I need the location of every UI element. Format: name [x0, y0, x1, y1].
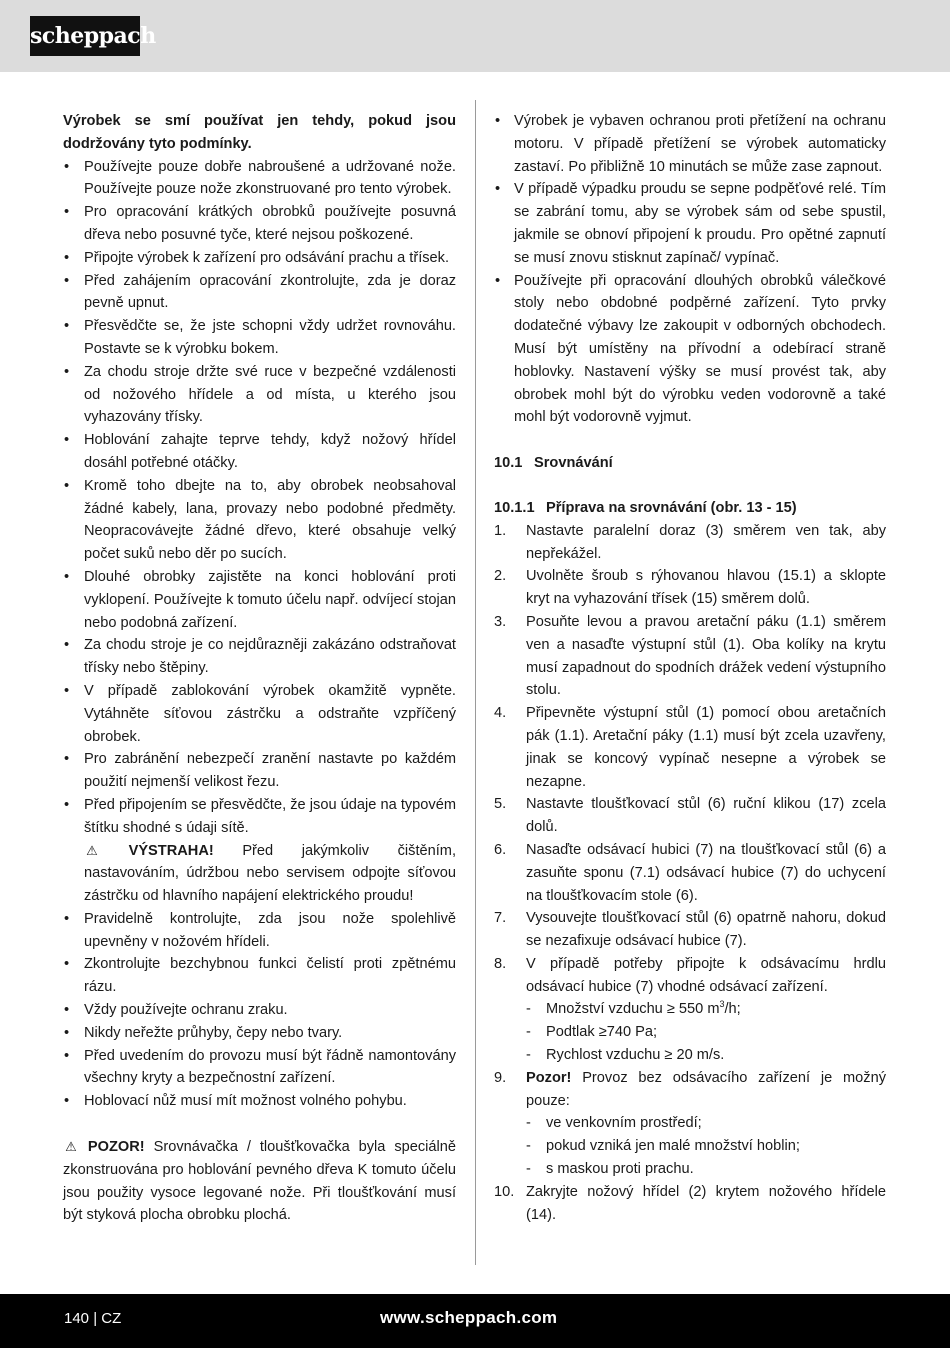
left-column — [63, 110, 456, 1227]
subsection-title: Příprava na srovnávání (obr. 13 - 15) — [546, 499, 797, 516]
list-item: • Přesvědčte se, že jste schopni vždy udržet rovnováhu. Postavte se k výrobku bokem. — [63, 315, 456, 361]
conditions-list — [526, 1112, 886, 1180]
step-text: Zakryjte nožový hřídel (2) krytem nožového hřídele (14). — [526, 1183, 886, 1223]
airflow-text: Množství vzduchu ≥ 550 m — [546, 1001, 720, 1018]
step-item — [494, 953, 886, 1067]
list-item: - s maskou proti prachu. — [526, 1158, 886, 1181]
step-item — [494, 1067, 886, 1181]
step-text: Posuňte levou a pravou aretační páku (1.1) směrem ven a nasaďte výstupní stůl (1). Oba kolíky na krytu musí zapadnout do spodních drážek vedení výstupního stolu. — [526, 613, 886, 699]
step-item — [494, 793, 886, 839]
intro-text: Výrobek se smí používat jen tehdy, pokud jsou dodržovány tyto podmínky. — [63, 113, 456, 152]
step-text: Uvolněte šroub s rýhovanou hlavou (15.1) a sklopte kryt na vyhazování třísek (15) směrem dolů. — [526, 568, 886, 608]
list-item: - Podtlak ≥740 Pa; — [526, 1021, 886, 1044]
list-item: • Výrobek je vybaven ochranou proti přetížení na ochranu motoru. V případě přetížení se výrobek automaticky zastaví. Po přibližně 10 minutách se může zase zapnout. — [494, 110, 886, 178]
step-text: V případě potřeby připojte k odsávacímu hrdlu odsávací hubice (7) vhodné odsávací zařízení. — [526, 955, 886, 995]
warning-icon: ⚠ — [65, 1139, 77, 1155]
step-text: Nastavte tloušťkovací stůl (6) ruční klikou (17) zcela dolů. — [526, 796, 886, 836]
step-number: 7. — [494, 910, 507, 927]
list-item: • Dlouhé obrobky zajistěte na konci hoblování proti vyklopení. Používejte k tomuto účelu např. odvíjecí stojan nebo podobná zařízení. — [63, 566, 456, 634]
list-item: • Hoblování zahajte teprve tehdy, když nožový hřídel dosáhl potřebné otáčky. — [63, 429, 456, 475]
warning-text: Před jakýmkoliv čištěním, nastavováním, údržbou nebo servisem odpojte síťovou zástrčku od hlavního napájení elektrického proudu! — [84, 842, 456, 905]
step-number: 10. — [494, 1183, 515, 1200]
info-list — [494, 110, 886, 429]
section-heading — [494, 452, 886, 475]
list-item: • Pro opracování krátkých obrobků používejte posuvná dřeva nebo posuvné tyče, které nejsou poškozené. — [63, 201, 456, 247]
list-item — [63, 794, 456, 908]
airflow-exponent: 3 — [719, 999, 725, 1010]
list-item: • Používejte při opracování dlouhých obrobků válečkové stoly nebo obdobné podpěrné zařízení. Tyto prvky dodatečné výbavy lze zakoupit v odborných obchodech. Musí být umístěny na přívodní a odebírací straně hoblovky. Nastavení výšky se musí provést tak, aby obrobek mohl být do výrobku veden vodorovně a také mohl být vodorovně vyjmut. — [494, 270, 886, 430]
step-text: Provoz bez odsávacího zařízení je možný pouze: — [526, 1069, 886, 1109]
list-item: • Pro zabránění nebezpečí zranění nastavte po každém použití nejmenší velikost řezu. — [63, 748, 456, 794]
step-number: 3. — [494, 613, 507, 630]
steps-list — [494, 520, 886, 1227]
airflow-unit: /h; — [724, 1001, 741, 1018]
list-item: • Za chodu stroje držte své ruce v bezpečné vzdálenosti od nožového hřídele a od místa, u kterého jsou vyhazovány třísky. — [63, 361, 456, 429]
step-item — [494, 839, 886, 907]
section-number: 10.1 — [494, 455, 523, 472]
page-number: 140 | CZ — [64, 1310, 122, 1327]
caution-label: Pozor! — [526, 1069, 572, 1086]
list-item: • Hoblovací nůž musí mít možnost volného pohybu. — [63, 1090, 456, 1113]
list-item: • Kromě toho dbejte na to, aby obrobek neobsahoval žádné kabely, lana, provazy nebo podobné předměty. Neopracovávejte žádné dřevo, které obsahuje velký počet suků nebo děr po sucích. — [63, 475, 456, 566]
step-number: 9. — [494, 1069, 507, 1086]
right-column — [494, 110, 886, 1226]
list-item: • V případě výpadku proudu se sepne podpěťové relé. Tím se zabrání tomu, aby se výrobek sám od sebe spustil, jakmile se obnoví připojení k proudu. Pro opětné zapnutí se musí znovu stisknut zapínač/ vypínač. — [494, 178, 886, 269]
step-text: Vysouvejte tloušťkovací stůl (6) opatrně nahoru, dokud se nezafixuje odsávací hubice (7). — [526, 910, 886, 950]
step-number: 8. — [494, 955, 507, 972]
caution-text: Srovnávačka / tloušťkovačka byla speciálně zkonstruována pro hoblování pevného dřeva K tomuto účelu jsou použity vysoce legované nože. Při tloušťkování musí být styková plocha obrobku plochá. — [63, 1139, 456, 1224]
list-item: - Rychlost vzduchu ≥ 20 m/s. — [526, 1044, 886, 1067]
website-link[interactable]: www.scheppach.com — [380, 1308, 558, 1327]
column-divider — [475, 100, 476, 1265]
warning-label: VÝSTRAHA! — [128, 842, 214, 859]
step-item — [494, 565, 886, 611]
list-item: • Před uvedením do provozu musí být řádně namontovány všechny kryty a bezpečnostní zařízení. — [63, 1045, 456, 1091]
list-item: • Za chodu stroje je co nejdůrazněji zakázáno odstraňovat třísky nebo štěpiny. — [63, 634, 456, 680]
step-number: 1. — [494, 522, 507, 539]
caution-label: POZOR! — [87, 1139, 145, 1156]
warning-icon: ⚠ — [86, 842, 98, 858]
list-item: - ve venkovním prostředí; — [526, 1112, 886, 1135]
requirements-list — [526, 998, 886, 1066]
list-item: • Vždy používejte ochranu zraku. — [63, 999, 456, 1022]
step-number: 2. — [494, 568, 507, 585]
brand-logo: scheppach — [30, 16, 140, 56]
page-header — [0, 0, 950, 72]
list-item-text: Před připojením se přesvědčte, že jsou údaje na typovém štítku shodné s údaji sítě. — [84, 796, 456, 836]
list-item — [526, 998, 886, 1021]
step-item — [494, 1181, 886, 1227]
step-number: 6. — [494, 841, 507, 858]
step-item — [494, 907, 886, 953]
list-item: • Používejte pouze dobře nabroušené a udržované nože. Používejte pouze nože zkonstruované pro tento výrobek. — [63, 156, 456, 202]
step-text: Nastavte paralelní doraz (3) směrem ven tak, aby nepřekážel. — [526, 522, 886, 562]
list-item: • V případě zablokování výrobek okamžitě vypněte. Vytáhněte síťovou zástrčku a odstraňte vzpříčený obrobek. — [63, 680, 456, 748]
step-number: 5. — [494, 796, 507, 813]
list-item: • Pravidelně kontrolujte, zda jsou nože spolehlivě upevněny v nožovém hřídeli. — [63, 908, 456, 954]
list-item: • Nikdy neřežte průhyby, čepy nebo tvary. — [63, 1022, 456, 1045]
subsection-heading — [494, 497, 886, 520]
step-item — [494, 520, 886, 566]
safety-list — [63, 156, 456, 1113]
step-text: Nasaďte odsávací hubici (7) na tloušťkovací stůl (6) a zasuňte sponu (7.1) odsávací hubice (7) do uchycení na tloušťkovacím stole (6). — [526, 841, 886, 904]
list-item: • Připojte výrobek k zařízení pro odsávání prachu a třísek. — [63, 247, 456, 270]
step-item — [494, 702, 886, 793]
step-number: 4. — [494, 705, 507, 722]
list-item: • Zkontrolujte bezchybnou funkci čelistí proti zpětnému rázu. — [63, 953, 456, 999]
section-title: Srovnávání — [534, 455, 613, 472]
subsection-number: 10.1.1 — [494, 499, 535, 516]
step-item — [494, 611, 886, 702]
page-footer — [0, 1294, 950, 1348]
list-item: • Před zahájením opracování zkontrolujte, zda je doraz pevně upnut. — [63, 270, 456, 316]
step-text: Připevněte výstupní stůl (1) pomocí obou aretačních pák (1.1). Aretační páky (1.1) musí být zcela uzavřeny, jinak se koncový vypínač nesepne a výrobek se nezapne. — [526, 705, 886, 790]
caution-note — [63, 1136, 456, 1227]
list-item: - pokud vzniká jen malé množství hoblin; — [526, 1135, 886, 1158]
